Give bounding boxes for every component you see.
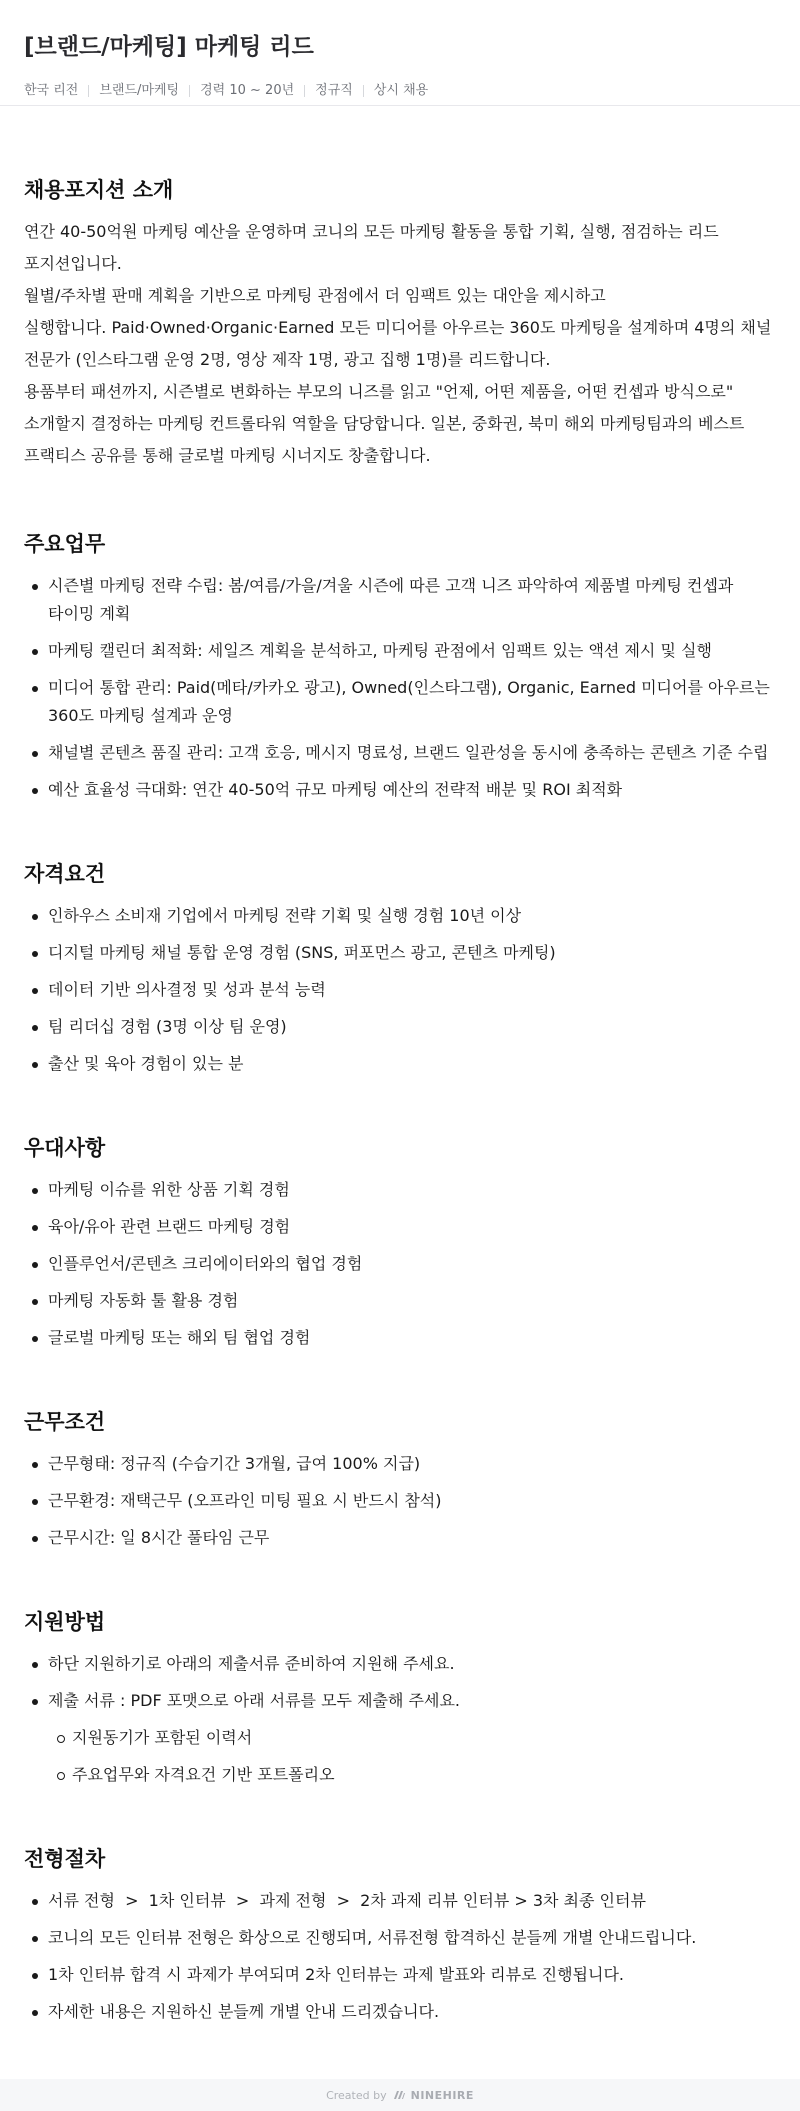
list-item-text: 미디어 통합 관리: Paid(메타/카카오 광고), Owned(인스타그램), Organic, Earned 미디어를 아우르는 [48, 678, 770, 697]
section-apply [24, 1608, 776, 1789]
intro-line: 프랙티스 공유를 통해 글로벌 마케팅 시너지도 창출합니다. [24, 446, 431, 465]
meta-experience: 경력 10 ~ 20년 [200, 83, 295, 98]
apply-sub-list [24, 1724, 776, 1789]
list-item: 글로벌 마케팅 또는 해외 팀 협업 경험 [24, 1324, 776, 1352]
list-item: 출산 및 육아 경험이 있는 분 [24, 1050, 776, 1078]
intro-body [24, 216, 776, 472]
list-item [24, 572, 776, 628]
section-heading: 주요업무 [24, 532, 106, 556]
intro-line: 월별/주차별 판매 계획을 기반으로 마케팅 관점에서 더 임팩트 있는 대안을 제시하고 [24, 286, 606, 305]
job-header [0, 0, 800, 106]
footer [0, 2079, 800, 2111]
section-intro [24, 176, 776, 472]
list-item [24, 674, 776, 730]
meta-divider [304, 85, 305, 97]
list-item [24, 637, 776, 665]
list-item: 육아/유아 관련 브랜드 마케팅 경험 [24, 1213, 776, 1241]
page-title: [브랜드/마케팅] 마케팅 리드 [24, 34, 314, 60]
meta-employment-type: 정규직 [315, 83, 353, 98]
list-item: 데이터 기반 의사결정 및 성과 분석 능력 [24, 976, 776, 1004]
meta-hiring-status: 상시 채용 [373, 83, 429, 98]
section-heading: 자격요건 [24, 862, 106, 886]
intro-line: 포지션입니다. [24, 254, 122, 273]
job-description [0, 176, 800, 2026]
list-item: 마케팅 자동화 툴 활용 경험 [24, 1287, 776, 1315]
meta-divider [88, 85, 89, 97]
preferred-list [24, 1176, 776, 1352]
intro-line: 실행합니다. Paid·Owned·Organic·Earned 모든 미디어를 아우르는 360도 마케팅을 설계하며 4명의 채널 [24, 318, 772, 337]
section-duties [24, 530, 776, 804]
job-meta [24, 82, 776, 100]
list-item-text: 360도 마케팅 설계과 운영 [48, 706, 233, 725]
list-item: 근무시간: 일 8시간 풀타임 근무 [24, 1524, 776, 1552]
list-item: 디지털 마케팅 채널 통합 운영 경험 (SNS, 퍼포먼스 광고, 콘텐츠 마케팅) [24, 939, 776, 967]
sub-list-item: 지원동기가 포함된 이력서 [24, 1724, 776, 1752]
meta-category: 브랜드/마케팅 [99, 83, 180, 98]
apply-list [24, 1650, 776, 1715]
list-item: 근무환경: 재택근무 (오프라인 미팅 필요 시 반드시 참석) [24, 1487, 776, 1515]
meta-divider [189, 85, 190, 97]
list-item: 인플루언서/콘텐츠 크리에이터와의 협업 경험 [24, 1250, 776, 1278]
list-item: 자세한 내용은 지원하신 분들께 개별 안내 드리겠습니다. [24, 1998, 776, 2026]
ninehire-logo-icon [393, 2091, 405, 2099]
section-conditions [24, 1408, 776, 1552]
footer-created-by: Created by [326, 2088, 387, 2102]
list-item-text: 마케팅 캘린더 최적화: 세일즈 계획을 분석하고, 마케팅 관점에서 임팩트 있는 액션 제시 및 실행 [48, 641, 712, 660]
conditions-list [24, 1450, 776, 1552]
intro-line: 전문가 (인스타그램 운영 2명, 영상 제작 1명, 광고 집행 1명)를 리드합니다. [24, 350, 551, 369]
section-heading: 채용포지션 소개 [24, 178, 174, 202]
duties-list [24, 572, 776, 804]
list-item: 1차 인터뷰 합격 시 과제가 부여되며 2차 인터뷰는 과제 발표와 리뷰로 진행됩니다. [24, 1961, 776, 1989]
intro-line: 소개할지 결정하는 마케팅 컨트롤타워 역할을 담당합니다. 일본, 중화권, 북미 해외 마케팅팀과의 베스트 [24, 414, 745, 433]
section-heading: 전형절차 [24, 1847, 106, 1871]
section-requirements [24, 860, 776, 1078]
section-preferred [24, 1134, 776, 1352]
list-item: 팀 리더십 경험 (3명 이상 팀 운영) [24, 1013, 776, 1041]
intro-line: 용품부터 패션까지, 시즌별로 변화하는 부모의 니즈를 읽고 "언제, 어떤 제품을, 어떤 컨셉과 방식으로" [24, 382, 734, 401]
list-item: 인하우스 소비재 기업에서 마케팅 전략 기획 및 실행 경험 10년 이상 [24, 902, 776, 930]
intro-line: 연간 40-50억원 마케팅 예산을 운영하며 코니의 모든 마케팅 활동을 통합 기획, 실행, 점검하는 리드 [24, 222, 719, 241]
list-item-text: 시즌별 마케팅 전략 수립: 봄/여름/가을/겨울 시즌에 따른 고객 니즈 파악하여 제품별 마케팅 컨셉과 [48, 576, 734, 595]
list-item-text: 채널별 콘텐츠 품질 관리: 고객 호응, 메시지 명료성, 브랜드 일관성을 동시에 충족하는 콘텐츠 기준 수립 [48, 743, 769, 762]
list-item [24, 776, 776, 804]
section-heading: 지원방법 [24, 1610, 106, 1634]
sub-list-item: 주요업무와 자격요건 기반 포트폴리오 [24, 1761, 776, 1789]
process-list [24, 1887, 776, 2026]
list-item: 서류 전형 > 1차 인터뷰 > 과제 전형 > 2차 과제 리뷰 인터뷰 > 3차 최종 인터뷰 [24, 1887, 776, 1915]
list-item [24, 739, 776, 767]
list-item: 코니의 모든 인터뷰 전형은 화상으로 진행되며, 서류전형 합격하신 분들께 개별 안내드립니다. [24, 1924, 776, 1952]
list-item: 근무형태: 정규직 (수습기간 3개월, 급여 100% 지급) [24, 1450, 776, 1478]
section-process [24, 1845, 776, 2026]
list-item: 제출 서류 : PDF 포맷으로 아래 서류를 모두 제출해 주세요. [24, 1687, 776, 1715]
section-heading: 우대사항 [24, 1136, 106, 1160]
list-item-text: 예산 효율성 극대화: 연간 40-50억 규모 마케팅 예산의 전략적 배분 및 ROI 최적화 [48, 780, 623, 799]
requirements-list [24, 902, 776, 1078]
section-heading: 근무조건 [24, 1410, 106, 1434]
meta-divider [363, 85, 364, 97]
list-item: 마케팅 이슈를 위한 상품 기획 경험 [24, 1176, 776, 1204]
list-item: 하단 지원하기로 아래의 제출서류 준비하여 지원해 주세요. [24, 1650, 776, 1678]
list-item-text: 타이밍 계획 [48, 604, 131, 623]
footer-brand[interactable]: NINEHIRE [410, 2088, 474, 2102]
meta-region: 한국 리전 [24, 83, 79, 98]
